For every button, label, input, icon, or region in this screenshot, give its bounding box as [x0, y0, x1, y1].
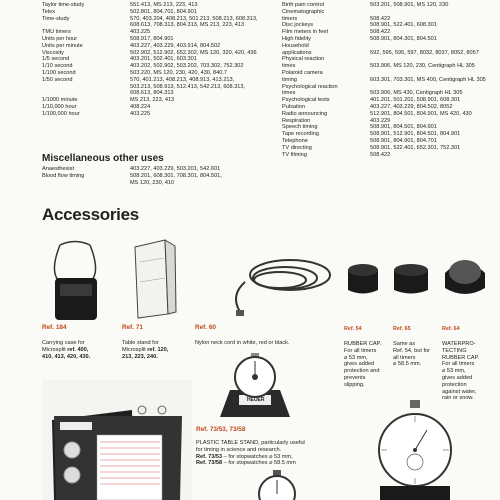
index-refs: 508.422	[370, 29, 391, 36]
index-row	[282, 36, 497, 43]
description-line: slipping.	[344, 381, 365, 388]
index-row	[42, 9, 272, 16]
index-refs	[370, 9, 497, 16]
index-term: Physical reaction	[282, 56, 325, 63]
index-term: 1/5 second	[42, 56, 70, 63]
index-term: Time-study	[42, 15, 70, 22]
index-refs: 503.220, MS 120, 230, 420, 430, 840.7	[130, 69, 228, 76]
index-row	[282, 97, 497, 104]
index-refs: 508.901, 804.901, 804.701	[370, 137, 437, 144]
index-refs	[370, 70, 497, 77]
index-row	[282, 111, 497, 118]
ref-54-label: Ref. 54	[344, 326, 362, 332]
description-line: ⌀ 53 mm,	[442, 368, 466, 375]
index-term: applications	[282, 49, 312, 56]
index-refs: 570, 401.213, 408.213, 408.913, 413.213,	[130, 76, 235, 83]
index-term: Units per minute	[42, 42, 83, 49]
rubber-cap-54-image	[343, 255, 383, 300]
index-term: Units per hour	[42, 35, 78, 42]
index-left	[42, 2, 272, 118]
index-term: TV filming	[282, 151, 307, 158]
index-term: Speech timing	[282, 124, 318, 131]
index-row	[282, 104, 497, 111]
index-refs: 401.201, 501.201, 508.901, 608.301	[370, 97, 461, 104]
index-row	[42, 2, 272, 9]
index-refs: 408.224	[130, 103, 151, 110]
index-term: timers	[282, 15, 298, 22]
index-row	[42, 22, 272, 29]
index-row	[282, 43, 497, 50]
index-refs: 503.213, 508.913, 512.413, 542.213, 608.313,	[130, 83, 246, 90]
index-refs	[370, 84, 497, 91]
index-refs: 503.201, 508.901, MS 120, 230	[370, 2, 449, 8]
large-stopwatch-image	[375, 400, 455, 500]
description-line: Same as	[393, 341, 416, 347]
index-row	[42, 166, 272, 173]
index-term: TV directing	[282, 144, 312, 151]
index-refs: 403.225	[130, 29, 151, 36]
index-refs: 508.901, 804.501, 804.901	[370, 124, 437, 131]
description-line: rain or snow.	[442, 395, 474, 402]
rubber-cap-64-image	[440, 248, 490, 303]
index-row	[42, 90, 272, 97]
description-line: ⌀ 58.5 mm.	[393, 361, 422, 368]
index-refs: 603.301, 703.301, MS 400, Centigraph HL 305	[370, 76, 486, 83]
ref-64-description	[442, 341, 494, 402]
index-refs	[370, 56, 497, 63]
index-refs: 403.229	[370, 117, 391, 124]
index-term: times	[282, 63, 296, 70]
index-row	[42, 84, 272, 91]
ref-54-description	[344, 341, 390, 389]
index-term: timing	[282, 76, 297, 83]
index-refs: 508.917, 804.901	[130, 35, 174, 42]
index-term: Birth pain control	[282, 2, 324, 8]
index-refs: 403.227, 403.229, 503.201, 542.601	[130, 166, 221, 172]
ref-65-description	[393, 341, 441, 368]
index-term: Psychological reaction	[282, 83, 338, 90]
carrying-case-image	[40, 240, 115, 320]
index-term	[42, 180, 130, 187]
index-refs: 403.202, 502.902, 503.202, 703.302, 752.302	[130, 63, 244, 70]
table-stand-image	[120, 232, 185, 322]
description-line: protection	[442, 381, 467, 388]
catalogue-card-image	[42, 380, 192, 500]
index-refs: 502.902, 512.902, 652.302, MS 120, 320, 420, 436	[130, 49, 257, 56]
index-row	[282, 16, 497, 23]
index-row	[42, 29, 272, 36]
index-term: 1/100 second	[42, 69, 76, 76]
index-refs: 403.201, 502.401, 603.301	[130, 56, 197, 63]
index-row	[282, 70, 497, 77]
index-refs: 508.901, 512.901, 804.501, 804.901	[370, 131, 461, 138]
description-line: RUBBER CAP.	[344, 341, 382, 347]
description-line: ⌀ 53 mm,	[344, 354, 368, 361]
index-term: 1/50 second	[42, 76, 73, 83]
neck-cord-image	[200, 250, 335, 320]
index-row	[282, 138, 497, 145]
index-row	[282, 63, 497, 70]
index-row	[282, 29, 497, 36]
description-line: prevents	[344, 374, 366, 381]
index-term: Tape recording	[282, 131, 320, 138]
index-refs: 403.227, 403.229, 403.914, 804.502	[130, 42, 221, 49]
index-row	[42, 180, 272, 187]
index-row	[42, 63, 272, 70]
index-term: times	[282, 90, 296, 97]
index-term: Polaroid camera	[282, 69, 323, 76]
index-term	[42, 90, 130, 97]
index-row	[42, 70, 272, 77]
ref-184-label: Ref. 184	[42, 324, 67, 331]
index-row	[42, 173, 272, 180]
description-line: For all timers	[344, 347, 377, 354]
description-line: gives added	[442, 374, 473, 381]
description-line: against water,	[442, 388, 477, 395]
ref-65-label: Ref. 65	[393, 326, 411, 332]
ref-73-53-description: PLASTIC TABLE STAND, particularly useful for timing in science and research. Ref. 73/53 – for stopwatches ⌀ 53 mm, Ref. 73/58 – for stopwatches ⌀ 58.5 mm	[196, 440, 305, 467]
index-term: Disc jockeys	[282, 22, 314, 29]
index-term: Taylor time-study	[42, 2, 85, 8]
index-refs: 403.227, 403.229, 804.502, 8052	[370, 103, 453, 110]
index-term: Film meters in feet	[282, 29, 329, 36]
index-refs: 503.906, MS 430, Centigraph HL 305	[370, 90, 463, 97]
index-row	[282, 84, 497, 91]
index-row	[42, 36, 272, 43]
index-term: Radio announcing	[282, 110, 328, 117]
index-term: Telephone	[282, 137, 308, 144]
misc-title: Miscellaneous other uses	[42, 153, 164, 164]
index-term: 1/100,000 hour	[42, 110, 80, 117]
index-term	[42, 84, 130, 91]
ref-64-label: Ref. 64	[442, 326, 460, 332]
accessories-title: Accessories	[42, 205, 139, 224]
ref-73-53-label: Ref. 73/53, 73/58	[196, 426, 246, 433]
index-refs: 403.225	[130, 110, 151, 117]
index-term: Telex	[42, 8, 56, 15]
ref-60-description: Nylon neck cord in white, red or black.	[195, 340, 290, 346]
index-row	[282, 50, 497, 57]
stopwatch-bottom-image	[255, 470, 300, 500]
ref-71-description: Table stand for Microsplit ref. 120, 213, 223, 240.	[122, 340, 169, 360]
index-row	[42, 16, 272, 23]
index-row	[282, 118, 497, 125]
index-term: Anaesthesist	[42, 166, 75, 172]
index-term: 1/10,000 hour	[42, 103, 77, 110]
index-right	[282, 2, 497, 158]
description-line: gives added	[344, 361, 375, 368]
index-refs: MS 213, 223, 413	[130, 97, 175, 104]
index-term: 1/10 second	[42, 63, 73, 70]
plastic-stand-stopwatch-image	[215, 345, 295, 420]
index-row	[42, 50, 272, 57]
rubber-cap-65-image	[390, 255, 432, 300]
index-refs	[370, 43, 497, 50]
index-row	[282, 124, 497, 131]
heuer-logo: HEUER	[247, 397, 265, 403]
index-refs: 608.613, 804.313	[130, 90, 174, 97]
ref-184-description: Carrying case for Microsplit ref. 400, 410, 413, 420, 430.	[42, 340, 91, 360]
index-refs: 508.901, 522.401, 608.301	[370, 22, 437, 29]
index-refs: 551.413, MS 213, 223, 413	[130, 2, 198, 8]
index-term: Viscosity	[42, 49, 64, 56]
index-misc	[42, 166, 272, 186]
index-refs: MS 120, 230, 410	[130, 179, 175, 186]
index-term	[42, 22, 130, 29]
index-row	[42, 56, 272, 63]
index-refs: 592, 595, 595, 597, 8032, 8037, 8052, 8057	[370, 49, 479, 56]
index-refs: 502.801, 804.701, 804.901	[130, 8, 197, 15]
index-row	[282, 56, 497, 63]
index-row	[282, 152, 497, 159]
index-term: Cinematographic	[282, 8, 325, 15]
index-row	[42, 43, 272, 50]
index-row	[282, 145, 497, 152]
index-term: TMU timers	[42, 29, 71, 36]
index-row	[42, 104, 272, 111]
index-term: Pulsation	[282, 103, 306, 110]
index-term: Psychological tests	[282, 97, 330, 104]
index-row	[282, 90, 497, 97]
index-row	[282, 131, 497, 138]
ref-60-label: Ref. 60	[195, 324, 216, 331]
ref-71-label: Ref. 71	[122, 324, 143, 331]
description-line: For all timers	[442, 361, 475, 368]
index-row	[42, 97, 272, 104]
description-line: Ref. 54, but for	[393, 347, 431, 354]
description-line: protection and	[344, 368, 380, 375]
index-refs: 508.901, 804.301, 804.501	[370, 35, 437, 42]
index-refs: 503.906, MS 120, 230, Centigraph HL 305	[370, 63, 475, 70]
index-refs: 508.422	[370, 151, 391, 158]
index-row	[42, 77, 272, 84]
index-refs: 608.613, 708.313, 804.313, MS 213, 223, 413	[130, 22, 245, 29]
description-line: TECTING	[442, 347, 467, 354]
index-term: Respiration	[282, 117, 311, 124]
index-term: 1/1000 minute	[42, 97, 78, 104]
description-line: WATERPRO-	[442, 341, 476, 347]
description-line: all timers	[393, 354, 416, 361]
index-row	[282, 2, 497, 9]
index-row	[282, 77, 497, 84]
index-row	[282, 22, 497, 29]
index-refs: 508.901, 522.401, 652.301, 752.301	[370, 144, 461, 151]
index-term: Blood flow timing	[42, 172, 85, 179]
index-row	[282, 9, 497, 16]
index-refs: 508.422	[370, 15, 391, 22]
index-refs: 570, 403.204, 408.213, 501.213, 508.213, 608.313,	[130, 15, 258, 22]
index-term: High fidelity	[282, 35, 311, 42]
index-refs: 512.901, 804.501, 804.901, MS 420, 430	[370, 110, 472, 117]
description-line: RUBBER CAP.	[442, 354, 480, 361]
index-term: Household	[282, 42, 309, 49]
index-row	[42, 111, 272, 118]
index-refs: 508.201, 608.301, 708.301, 804.501,	[130, 172, 222, 179]
